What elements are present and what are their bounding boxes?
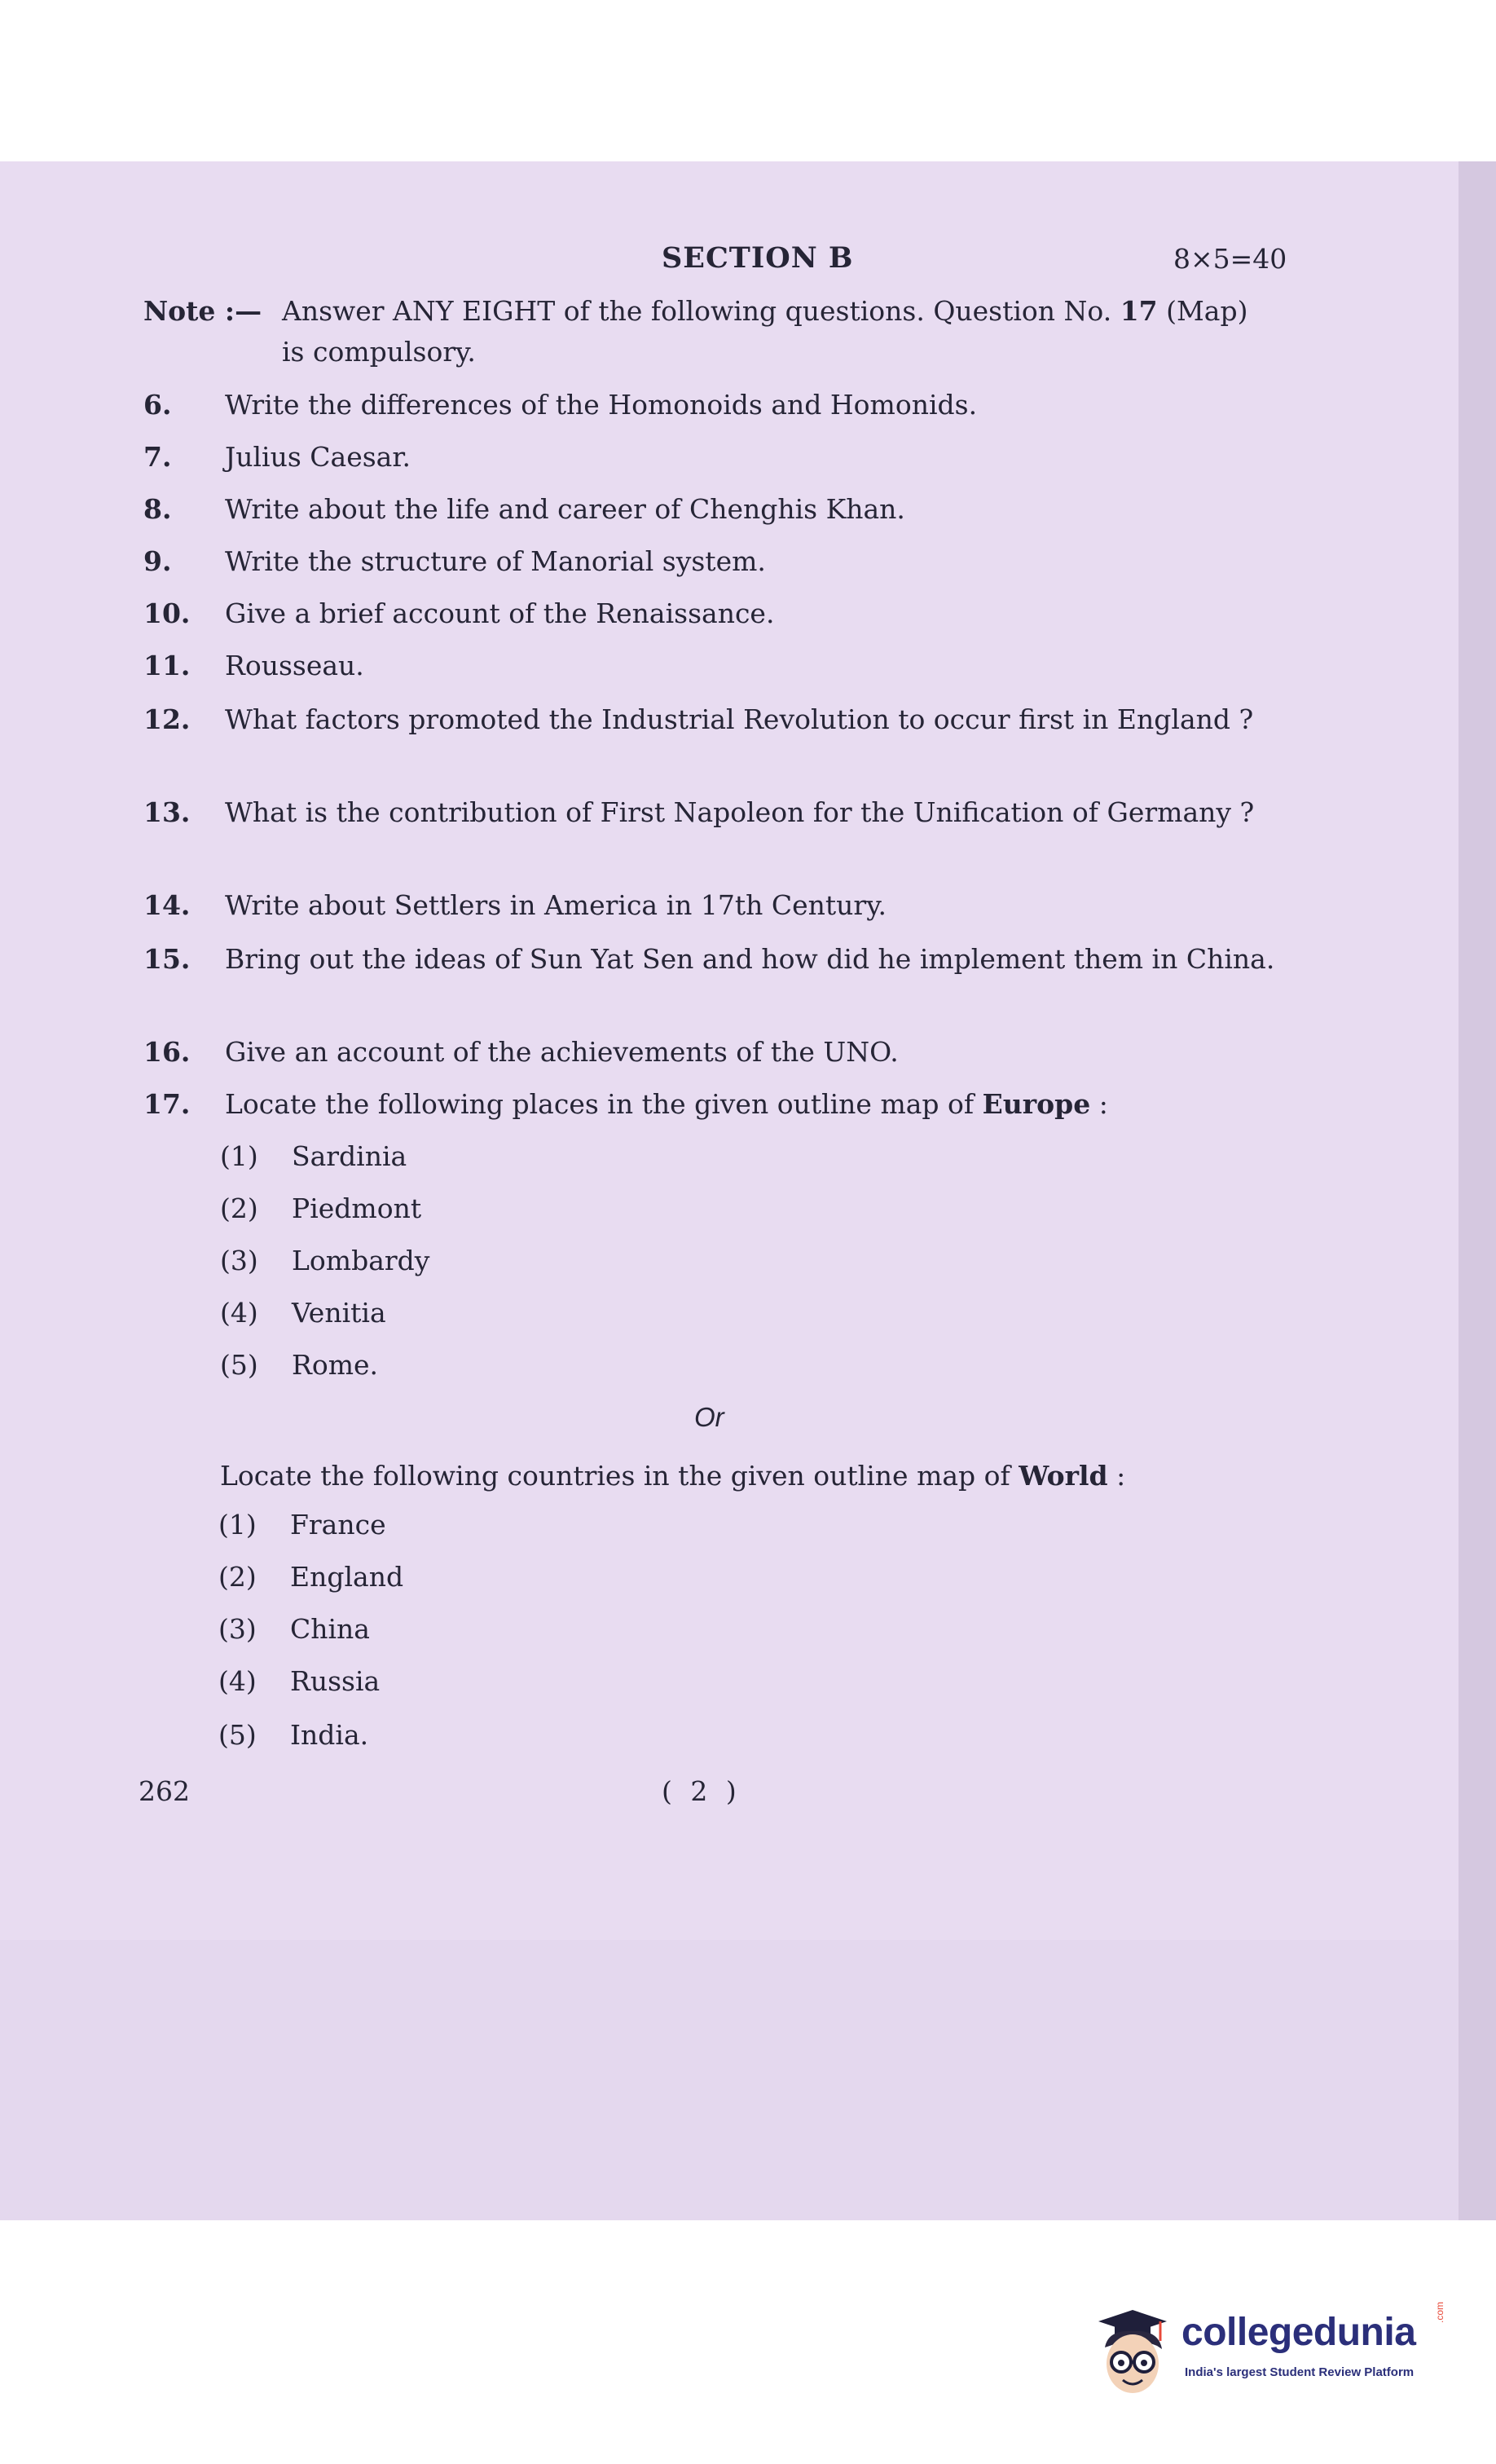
question-item <box>143 1032 1292 1073</box>
mascot-icon <box>1090 2305 1175 2403</box>
note-text-end: (Map) <box>1166 295 1248 327</box>
question-text: Give an account of the achievements of the UNO. <box>225 1036 899 1068</box>
question-number: 12. <box>143 703 191 735</box>
place-name: Piedmont <box>292 1192 422 1224</box>
question-text: Bring out the ideas of Sun Yat Sen and how did he implement them in China. <box>225 943 1275 975</box>
world-question-colon: : <box>1116 1460 1126 1492</box>
question-item <box>143 489 1292 530</box>
note-continuation: is compulsory. <box>282 336 476 368</box>
place-name: China <box>290 1613 370 1645</box>
place-name: Lombardy <box>292 1245 430 1276</box>
paper-code: 262 <box>139 1775 190 1807</box>
question-text: Write the structure of Manorial system. <box>225 545 766 577</box>
section-title: SECTION B <box>662 241 854 275</box>
place-number: (5) <box>220 1349 258 1381</box>
question-text <box>143 1084 1292 1125</box>
logo-tagline: India's largest Student Review Platform <box>1185 2365 1415 2379</box>
world-question-text: Locate the following countries in the given outline map of <box>220 1460 1010 1492</box>
question-number: 9. <box>143 545 172 577</box>
place-number: (1) <box>220 1140 258 1172</box>
question-text: Rousseau. <box>225 650 364 681</box>
question-text: Julius Caesar. <box>225 441 411 473</box>
note-label: Note :— <box>143 295 262 327</box>
map-region: World <box>1019 1460 1108 1492</box>
place-number: (2) <box>218 1561 257 1593</box>
sheet-shade <box>0 1940 1496 2220</box>
place-name: Rome. <box>292 1349 379 1381</box>
question-text: Give a brief account of the Renaissance. <box>225 597 775 629</box>
world-question <box>220 1456 1292 1496</box>
question-number: 14. <box>143 889 191 921</box>
question-text: What is the contribution of First Napoleon for the Unification of Germany ? <box>225 796 1255 828</box>
question-item <box>143 939 1292 980</box>
question-text: Write about Settlers in America in 17th Century. <box>225 889 887 921</box>
place-number: (1) <box>218 1509 257 1541</box>
question-number: 8. <box>143 493 172 525</box>
sheet-edge <box>1459 161 1496 2220</box>
question-item <box>143 885 1292 926</box>
note-question-number: 17 <box>1120 295 1158 327</box>
place-number: (4) <box>220 1297 258 1329</box>
place-name: India. <box>290 1719 369 1751</box>
question-number: 10. <box>143 597 191 629</box>
collegedunia-logo[interactable] <box>1090 2301 1449 2403</box>
question-number: 13. <box>143 796 191 828</box>
question-number: 11. <box>143 650 191 681</box>
question-number: 17. <box>143 1088 191 1120</box>
question-item <box>143 437 1292 478</box>
place-name: Venitia <box>292 1297 386 1329</box>
question-item <box>143 1084 1292 1125</box>
question-text: Write the differences of the Homonoids and Homonids. <box>225 389 978 421</box>
question-item <box>143 699 1292 740</box>
question-text: What factors promoted the Industrial Revolution to occur first in England ? <box>225 703 1254 735</box>
place-name: Sardinia <box>292 1140 407 1172</box>
place-name: England <box>290 1561 404 1593</box>
place-number: (5) <box>218 1719 257 1751</box>
place-number: (3) <box>220 1245 258 1276</box>
logo-name: collegedunia <box>1181 2311 1416 2354</box>
question-text-main: Locate the following places in the given outline map of <box>225 1088 975 1120</box>
question-item <box>143 385 1292 425</box>
place-name: Russia <box>290 1665 381 1697</box>
question-text: Write about the life and career of Chenghis Khan. <box>225 493 905 525</box>
place-number: (2) <box>220 1192 258 1224</box>
question-text-colon: : <box>1098 1088 1108 1120</box>
question-number: 15. <box>143 943 191 975</box>
question-item <box>143 646 1292 686</box>
page-number: ( 2 ) <box>662 1775 741 1807</box>
or-separator: Or <box>694 1402 724 1432</box>
question-item <box>143 541 1292 582</box>
question-item <box>143 593 1292 634</box>
place-name: France <box>290 1509 386 1541</box>
section-marks: 8×5=40 <box>1173 243 1287 275</box>
place-number: (4) <box>218 1665 257 1697</box>
note <box>143 291 1292 372</box>
question-number: 7. <box>143 441 172 473</box>
logo-suffix: .com <box>1434 2301 1445 2323</box>
place-number: (3) <box>218 1613 257 1645</box>
question-number: 16. <box>143 1036 191 1068</box>
question-item <box>143 792 1292 833</box>
question-number: 6. <box>143 389 172 421</box>
note-text: Answer ANY EIGHT of the following questions. Question No. <box>282 295 1112 327</box>
map-region: Europe <box>982 1088 1091 1120</box>
